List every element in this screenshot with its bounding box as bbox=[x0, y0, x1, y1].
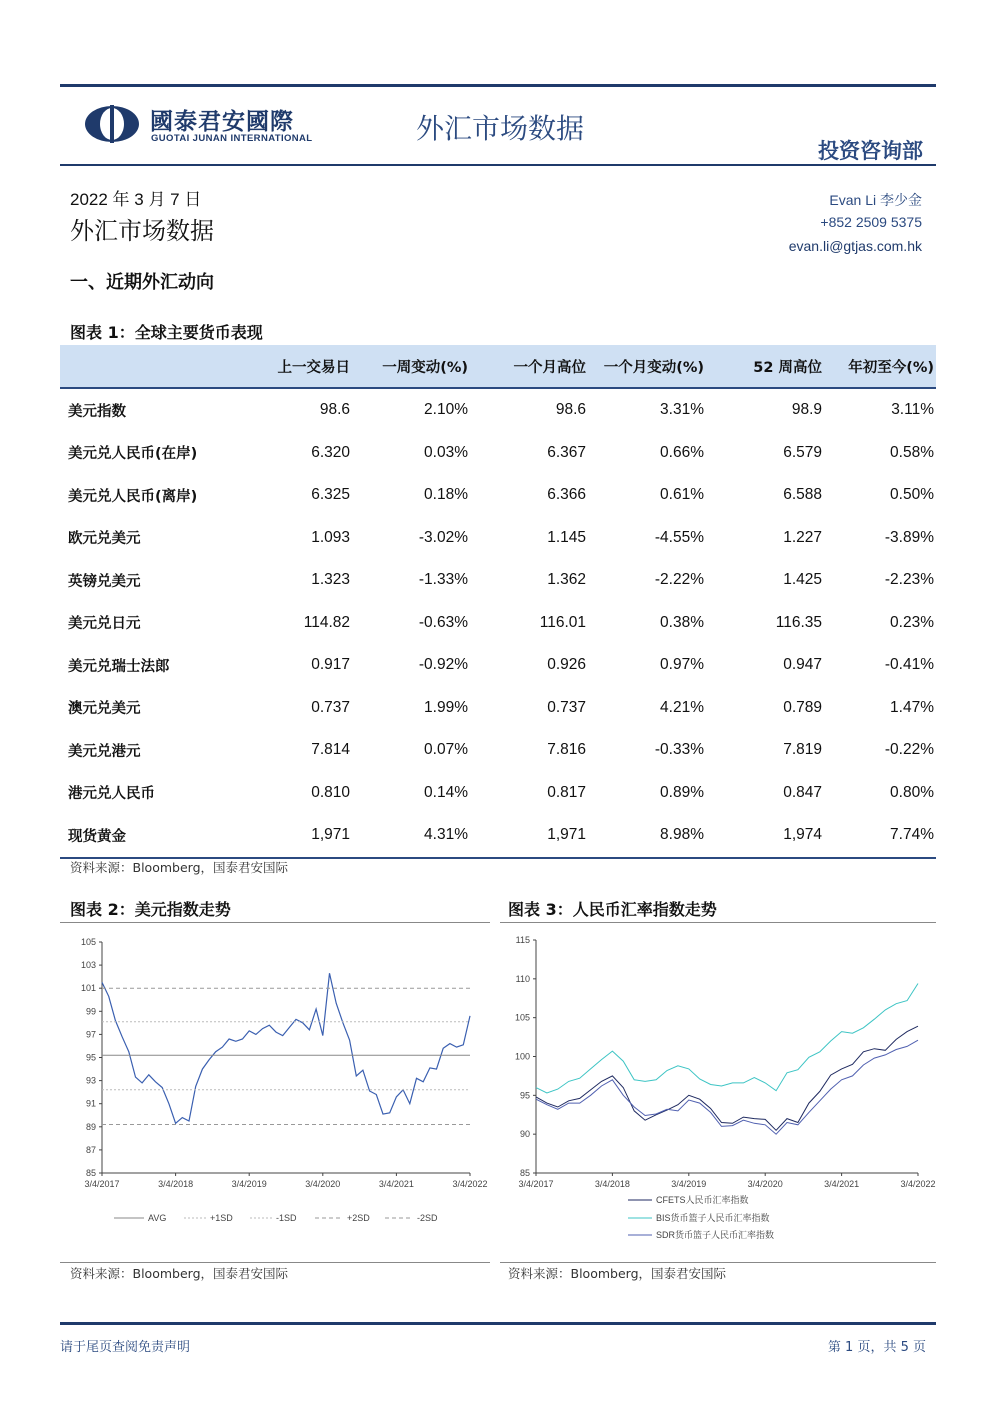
table-cell: 7.74% bbox=[824, 814, 936, 858]
table-cell: 0.23% bbox=[890, 613, 934, 631]
table-cell: 1.093 bbox=[311, 528, 350, 546]
x-tick-label: 3/4/2021 bbox=[378, 1179, 414, 1189]
table-cell: 4.21% bbox=[660, 698, 704, 716]
table-cell: 澳元兑美元 bbox=[68, 701, 141, 718]
table-cell: 0.917 bbox=[311, 656, 350, 674]
table-cell: 0.737 bbox=[547, 698, 586, 716]
y-tick-label: 95 bbox=[85, 1052, 96, 1063]
table-cell: -4.55% bbox=[654, 528, 704, 546]
table-cell: -2.22% bbox=[654, 571, 704, 589]
series-line bbox=[536, 984, 918, 1094]
table-cell: 116.35 bbox=[775, 613, 822, 631]
series-line bbox=[536, 1026, 918, 1130]
fig3-source: 资料来源：Bloomberg，国泰君安国际 bbox=[508, 1266, 726, 1281]
table-cell: 0.18% bbox=[424, 486, 468, 504]
legend-label: CFETS人民币汇率指数 bbox=[656, 1195, 749, 1205]
y-tick-label: 100 bbox=[514, 1051, 530, 1062]
table-cell: 0.14% bbox=[424, 783, 468, 801]
legend-label: -1SD bbox=[276, 1213, 297, 1223]
table-cell: 4.31% bbox=[352, 814, 470, 858]
table-cell: -0.63% bbox=[418, 613, 468, 631]
currency-table bbox=[60, 345, 936, 859]
table-row bbox=[60, 729, 936, 772]
col-header: 年初至今(%) bbox=[824, 345, 936, 388]
table-cell: 0.737 bbox=[311, 698, 350, 716]
table-cell: 美元兑港元 bbox=[68, 743, 141, 760]
x-tick-label: 3/4/2020 bbox=[747, 1179, 783, 1189]
y-tick-label: 97 bbox=[85, 1029, 96, 1040]
footer-rule bbox=[60, 1322, 936, 1325]
table-cell: 2.10% bbox=[424, 401, 468, 419]
table-cell: 1.99% bbox=[424, 698, 468, 716]
table-cell: 1.47% bbox=[890, 698, 934, 716]
col-header: 上一交易日 bbox=[250, 345, 352, 388]
table-row bbox=[60, 474, 936, 517]
table-row bbox=[60, 814, 936, 858]
table-cell: 6.579 bbox=[783, 443, 822, 461]
y-tick-label: 105 bbox=[514, 1012, 530, 1023]
table-cell: -0.41% bbox=[884, 656, 934, 674]
source-rule-left bbox=[60, 1262, 490, 1263]
x-tick-label: 3/4/2022 bbox=[452, 1179, 488, 1189]
col-header: 一个月高位 bbox=[470, 345, 588, 388]
table-cell: 7.814 bbox=[311, 741, 350, 759]
logo bbox=[84, 103, 334, 147]
table-cell: 1.227 bbox=[783, 528, 822, 546]
y-tick-label: 87 bbox=[85, 1144, 96, 1155]
table-cell: 现货黄金 bbox=[60, 814, 250, 858]
table-cell: 美元指数 bbox=[68, 403, 126, 420]
table-cell: 0.97% bbox=[660, 656, 704, 674]
x-tick-label: 3/4/2020 bbox=[305, 1179, 341, 1189]
y-tick-label: 93 bbox=[85, 1075, 96, 1086]
header-title: 外汇市场数据 bbox=[416, 112, 585, 145]
legend-label: AVG bbox=[148, 1213, 167, 1223]
table-cell: -0.22% bbox=[884, 741, 934, 759]
table-cell: 0.947 bbox=[783, 656, 822, 674]
table-cell: 1.145 bbox=[547, 528, 586, 546]
x-tick-label: 3/4/2022 bbox=[900, 1179, 936, 1189]
table-cell: 1.323 bbox=[311, 571, 350, 589]
table-cell: 美元兑瑞士法郎 bbox=[68, 658, 170, 675]
x-tick-label: 3/4/2021 bbox=[824, 1179, 860, 1189]
top-rule bbox=[60, 84, 936, 87]
table-cell: 美元兑人民币(在岸) bbox=[68, 446, 198, 463]
table-cell: 6.366 bbox=[547, 486, 586, 504]
x-tick-label: 3/4/2018 bbox=[594, 1179, 630, 1189]
table-cell: 7.819 bbox=[783, 741, 822, 759]
table1-source: 资料来源：Bloomberg，国泰君安国际 bbox=[70, 860, 288, 875]
table-cell: 6.367 bbox=[547, 443, 586, 461]
table-cell: 7.816 bbox=[547, 741, 586, 759]
table-cell: 0.847 bbox=[783, 783, 822, 801]
disclaimer-link[interactable]: 请于尾页查阅免责声明 bbox=[60, 1340, 191, 1355]
y-tick-label: 89 bbox=[85, 1121, 96, 1132]
table-cell: 116.01 bbox=[539, 613, 586, 631]
table-cell: 1,971 bbox=[470, 814, 588, 858]
table-cell: 港元兑人民币 bbox=[68, 786, 155, 803]
table-cell: 欧元兑美元 bbox=[68, 531, 141, 548]
table-cell: 0.58% bbox=[890, 443, 934, 461]
table-cell: -0.33% bbox=[654, 741, 704, 759]
series-line bbox=[102, 973, 470, 1123]
fig-rule-left bbox=[60, 922, 490, 923]
fig-rule-right bbox=[500, 922, 936, 923]
x-tick-label: 3/4/2019 bbox=[231, 1179, 267, 1189]
page-number: 第 1 页，共 5 页 bbox=[827, 1340, 926, 1355]
table-cell: 1,974 bbox=[706, 814, 824, 858]
col-header: 一个月变动(%) bbox=[588, 345, 706, 388]
legend-label: SDR货币篮子人民币汇率指数 bbox=[656, 1230, 775, 1240]
y-tick-label: 115 bbox=[515, 935, 530, 945]
fig3-title: 图表 3：人民币汇率指数走势 bbox=[508, 900, 717, 919]
x-tick-label: 3/4/2018 bbox=[158, 1179, 194, 1189]
table-cell: 0.61% bbox=[660, 486, 704, 504]
table-cell: 8.98% bbox=[588, 814, 706, 858]
doc-title: 外汇市场数据 bbox=[70, 217, 214, 245]
y-tick-label: 91 bbox=[85, 1098, 96, 1109]
y-tick-label: 85 bbox=[85, 1168, 96, 1178]
table-row bbox=[60, 602, 936, 645]
table-row bbox=[60, 559, 936, 602]
fig2-source: 资料来源：Bloomberg，国泰君安国际 bbox=[70, 1266, 288, 1281]
x-tick-label: 3/4/2017 bbox=[518, 1179, 554, 1189]
table-cell: 6.588 bbox=[783, 486, 822, 504]
table-cell: 美元兑人民币(离岸) bbox=[68, 488, 198, 505]
table-cell: 0.789 bbox=[783, 698, 822, 716]
col-header: 一周变动(%) bbox=[352, 345, 470, 388]
table-cell: 0.38% bbox=[660, 613, 704, 631]
table-row bbox=[60, 644, 936, 687]
table1-title: 图表 1：全球主要货币表现 bbox=[70, 323, 263, 342]
usd-index-chart bbox=[60, 928, 490, 1258]
legend-label: -2SD bbox=[417, 1213, 438, 1223]
table-cell: 0.89% bbox=[660, 783, 704, 801]
table-cell: 6.320 bbox=[311, 443, 350, 461]
section-heading: 一、近期外汇动向 bbox=[70, 272, 214, 293]
cny-index-chart bbox=[500, 928, 936, 1258]
table-cell: 3.31% bbox=[660, 401, 704, 419]
y-tick-label: 105 bbox=[80, 937, 96, 947]
table-cell: 0.03% bbox=[424, 443, 468, 461]
email: evan.li@gtjas.com.hk bbox=[788, 238, 922, 254]
y-tick-label: 85 bbox=[519, 1168, 530, 1178]
table-header-row bbox=[60, 345, 936, 388]
department: 投资咨询部 bbox=[818, 139, 923, 163]
y-tick-label: 101 bbox=[80, 983, 96, 994]
source-rule-right bbox=[500, 1262, 936, 1263]
table-cell: 114.82 bbox=[303, 613, 350, 631]
table-row bbox=[60, 687, 936, 730]
table-cell: 0.50% bbox=[890, 486, 934, 504]
y-tick-label: 95 bbox=[519, 1090, 530, 1101]
table-row bbox=[60, 432, 936, 475]
y-tick-label: 110 bbox=[515, 973, 530, 984]
table-cell: 6.325 bbox=[311, 486, 350, 504]
table-cell: -1.33% bbox=[418, 571, 468, 589]
report-date: 2022 年 3 月 7 日 bbox=[70, 190, 202, 209]
table-cell: -3.89% bbox=[884, 528, 934, 546]
legend-label: +1SD bbox=[210, 1213, 233, 1223]
phone: +852 2509 5375 bbox=[820, 214, 922, 230]
legend-label: +2SD bbox=[347, 1213, 370, 1223]
table-cell: -3.02% bbox=[418, 528, 468, 546]
table-cell: 1.362 bbox=[547, 571, 586, 589]
table-row bbox=[60, 772, 936, 815]
table-cell: 0.817 bbox=[547, 783, 586, 801]
x-tick-label: 3/4/2017 bbox=[84, 1179, 120, 1189]
table-cell: 0.926 bbox=[547, 656, 586, 674]
table-cell: 0.66% bbox=[660, 443, 704, 461]
table-cell: -0.92% bbox=[418, 656, 468, 674]
logo-cn: 國泰君安國際 bbox=[150, 109, 294, 135]
table-cell: 98.6 bbox=[555, 401, 586, 419]
logo-mark bbox=[84, 105, 140, 143]
table-cell: 0.80% bbox=[890, 783, 934, 801]
col-header bbox=[60, 345, 250, 388]
table-cell: 0.07% bbox=[424, 741, 468, 759]
table-cell: 1,971 bbox=[250, 814, 352, 858]
y-tick-label: 103 bbox=[80, 960, 96, 971]
table-cell: 98.6 bbox=[319, 401, 350, 419]
y-tick-label: 90 bbox=[519, 1129, 530, 1140]
table-cell: -2.23% bbox=[884, 571, 934, 589]
logo-en: GUOTAI JUNAN INTERNATIONAL bbox=[151, 133, 313, 144]
table-row bbox=[60, 388, 936, 432]
y-tick-label: 99 bbox=[85, 1006, 96, 1017]
table-row bbox=[60, 517, 936, 560]
table-cell: 0.810 bbox=[311, 783, 350, 801]
table-cell: 美元兑日元 bbox=[68, 616, 141, 633]
table-cell: 1.425 bbox=[783, 571, 822, 589]
table-cell: 英镑兑美元 bbox=[68, 573, 141, 590]
author: Evan Li 李少金 bbox=[829, 192, 922, 208]
header-bottom-rule bbox=[60, 164, 936, 166]
fig2-title: 图表 2：美元指数走势 bbox=[70, 900, 231, 919]
table-cell: 3.11% bbox=[891, 401, 934, 419]
legend-label: BIS货币篮子人民币汇率指数 bbox=[656, 1213, 770, 1223]
x-tick-label: 3/4/2019 bbox=[671, 1179, 707, 1189]
table-cell: 98.9 bbox=[791, 401, 822, 419]
col-header: 52 周高位 bbox=[706, 345, 824, 388]
